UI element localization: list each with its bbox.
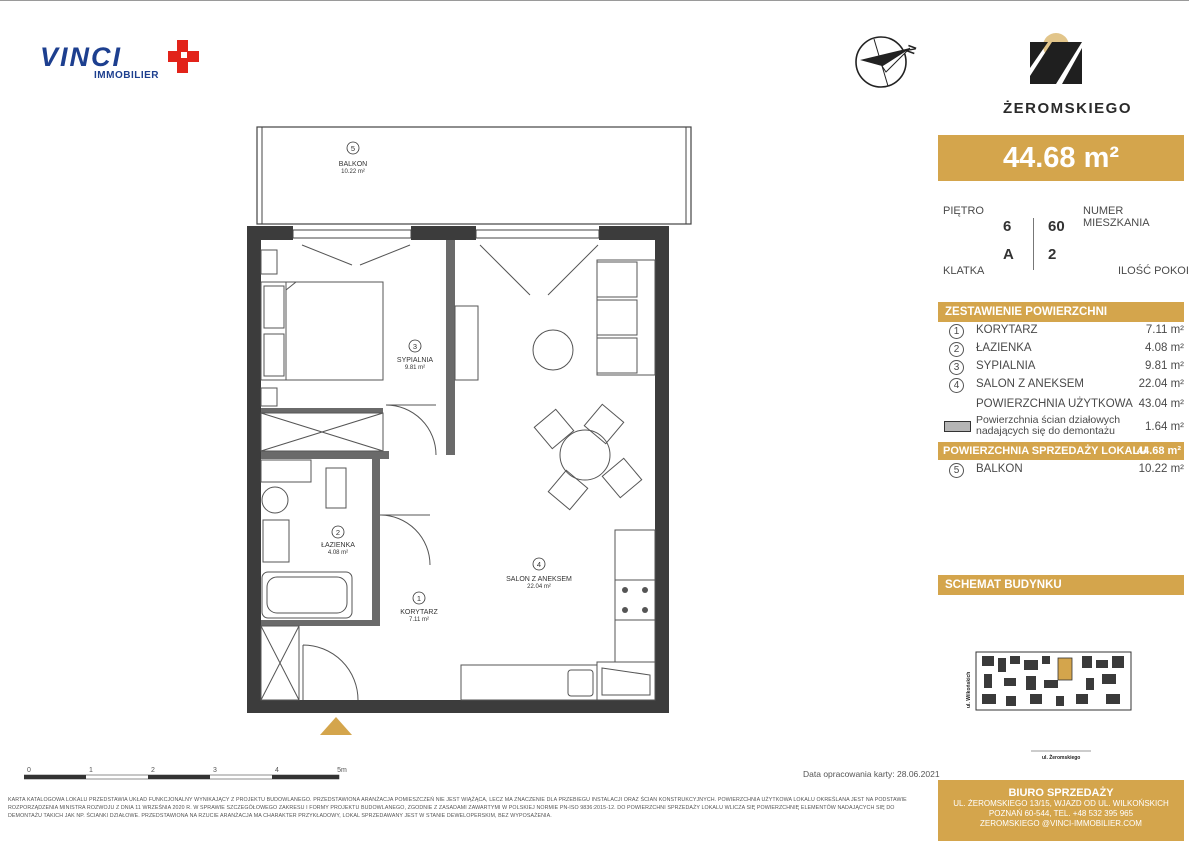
- room-number: 5: [350, 144, 356, 153]
- sales-office-phone: POZNAŃ 60-544, TEL. +48 532 395 965: [988, 809, 1134, 818]
- room-number: 3: [949, 360, 964, 375]
- room-area: 9.81 m²: [1145, 360, 1184, 372]
- scale-tick: 4: [275, 767, 279, 774]
- room-number: 2: [335, 528, 341, 537]
- scale-tick: 5m: [337, 767, 347, 774]
- building-scheme-map: [946, 638, 1146, 764]
- sales-office-title: BIURO SPRZEDAŻY: [1008, 787, 1114, 799]
- room-number: 4: [949, 378, 964, 393]
- room-name: KORYTARZ: [976, 324, 1038, 336]
- summary-row: [938, 323, 1184, 341]
- room-label: ŁAZIENKA: [321, 542, 355, 549]
- walls-value: 1.64 m²: [1145, 421, 1184, 433]
- usable-area-row: [938, 397, 1184, 415]
- room-label: BALKON: [338, 161, 368, 168]
- scale-tick: 1: [89, 767, 93, 774]
- building-scheme-title: SCHEMAT BUDYNKU: [938, 575, 1184, 595]
- wall-swatch: [944, 421, 971, 432]
- scale-bar: [24, 764, 364, 784]
- vinci-logo-word: VINCI: [40, 42, 123, 72]
- entrance-arrow-icon: [320, 717, 352, 735]
- apartment-number-value: 60: [1048, 218, 1065, 235]
- sale-area-row: [938, 442, 1184, 460]
- apartment-number-label: NUMER MIESZKANIA: [1083, 205, 1150, 229]
- room-label: SALON Z ANEKSEM: [506, 576, 572, 583]
- room-area: 10.22 m²: [341, 169, 365, 175]
- total-area-badge: 44.68 m²: [938, 135, 1184, 181]
- project-name: ŻEROMSKIEGO: [1003, 100, 1133, 117]
- room-label: SYPIALNIA: [396, 357, 434, 364]
- street-vertical-label: ul. Wilkońskich: [966, 671, 972, 708]
- demountable-walls-row: [938, 415, 1184, 439]
- vinci-logo-sub: IMMOBILIER: [94, 70, 159, 81]
- sales-office-address: UL. ŻEROMSKIEGO 13/15, WJAZD OD UL. WILKOŃSKICH: [953, 799, 1169, 808]
- interior-walls: [261, 240, 455, 626]
- walls-label-1: Powierzchnia ścian działowych: [976, 414, 1121, 426]
- room-area: 10.22 m²: [1138, 463, 1184, 475]
- info-divider: [1033, 218, 1034, 270]
- room-area: 7.11 m²: [409, 617, 429, 623]
- room-area: 22.04 m²: [527, 584, 551, 590]
- sales-office-box: [938, 780, 1184, 841]
- stair-label: KLATKA: [943, 265, 985, 277]
- room-area: 22.04 m²: [1138, 378, 1184, 390]
- scale-tick: 3: [213, 767, 217, 774]
- street-horizontal-label: ul. Żeromskiego: [1042, 755, 1081, 761]
- room-area: 9.81 m²: [404, 365, 426, 371]
- room-name: ŁAZIENKA: [976, 342, 1032, 354]
- stair-value: A: [1003, 246, 1014, 263]
- compass-letter: N: [903, 43, 920, 57]
- room-name: BALKON: [976, 463, 1023, 475]
- room-area: 4.08 m²: [1145, 342, 1184, 354]
- summary-title: ZESTAWIENIE POWIERZCHNI: [938, 302, 1184, 322]
- north-compass-icon: [852, 34, 924, 92]
- zeromskiego-logo-icon: [1026, 32, 1086, 88]
- balcony-row: [938, 462, 1184, 480]
- scale-tick: 2: [151, 767, 155, 774]
- usable-area-label: POWIERZCHNIA UŻYTKOWA: [976, 398, 1133, 410]
- summary-row: [938, 359, 1184, 377]
- rooms-label: ILOŚĆ POKOI: [1118, 265, 1189, 277]
- room-area: 4.08 m²: [327, 550, 349, 556]
- floor-label: PIĘTRO: [943, 205, 984, 217]
- scale-tick: 0: [27, 767, 31, 774]
- room-number: 2: [949, 342, 964, 357]
- sale-area-label: POWIERZCHNIA SPRZEDAŻY LOKALU: [943, 445, 1148, 457]
- walls-label-2: nadających się do demontażu: [976, 425, 1115, 437]
- room-number: 1: [949, 324, 964, 339]
- room-number: 3: [412, 342, 418, 351]
- date-text: Data opracowania karty: 28.06.2021: [803, 769, 940, 779]
- room-name: SYPIALNIA: [976, 360, 1036, 372]
- rooms-value: 2: [1048, 246, 1057, 263]
- sale-area-value: 44.68 m²: [1136, 445, 1181, 457]
- floor-value: 6: [1003, 218, 1012, 235]
- summary-row: [938, 341, 1184, 359]
- room-name: SALON Z ANEKSEM: [976, 378, 1085, 390]
- room-label: KORYTARZ: [400, 609, 438, 616]
- room-area: 7.11 m²: [1145, 324, 1184, 336]
- usable-area-value: 43.04 m²: [1138, 398, 1184, 410]
- room-number: 4: [536, 560, 542, 569]
- room-number: 1: [416, 594, 422, 603]
- room-number: 5: [949, 463, 964, 478]
- sales-office-email: ZEROMSKIEGO @VINCI-IMMOBILIER.COM: [980, 819, 1142, 828]
- balcony-outline: [257, 127, 691, 224]
- summary-row: [938, 377, 1184, 395]
- disclaimer-text: KARTA KATALOGOWA LOKALU PRZEDSTAWIA UKŁAD FUNKCJONALNY WYNIKAJĄCY Z PROJEKTU BUDOWLANEGO. PRZEDSTAWIONA ARANŻACJA POMIESZCZEŃ NIE JEST WIĄŻĄCA, LECZ MA ZNACZENIE DLA PRZEBIEGU INSTALACJI ORAZ ŚCIAN KONSTRUKCYJNYCH. POWIERZCHNIA UŻYTKOWA LOKALU OKREŚLANA JEST NA PODSTAWIE ROZPORZĄDZENIA MINISTRA ROZWOJU Z DNIA 11 WRZEŚNIA 2020 R. W SPRAWIE SZCZEGÓŁOWEGO ZAKRESU I FORMY PROJEKTU BUDOWLANEGO, ZGODNIE Z ZASADAMI ZAWARTYMI W POLSKIEJ NORMIE PN-ISO 9836:2015-12. DO POWIERZCHNI SPRZEDAŻY LOKALU WLICZA SIĘ POWIERZCHNIĘ ELEMENTÓW NADAJĄCYCH SIĘ DO DEMONTAŻU TAKICH JAK NP. ŚCIANKI DZIAŁOWE. PRZEDSTAWIONA NA RZUCIE ARANŻACJA MA CHARAKTER PRZYKŁADOWY, LOKAL SPRZEDAWANY JEST W STANIE DEWELOPERSKIM, BEZ WYPOSAŻENIA.: [8, 797, 907, 819]
